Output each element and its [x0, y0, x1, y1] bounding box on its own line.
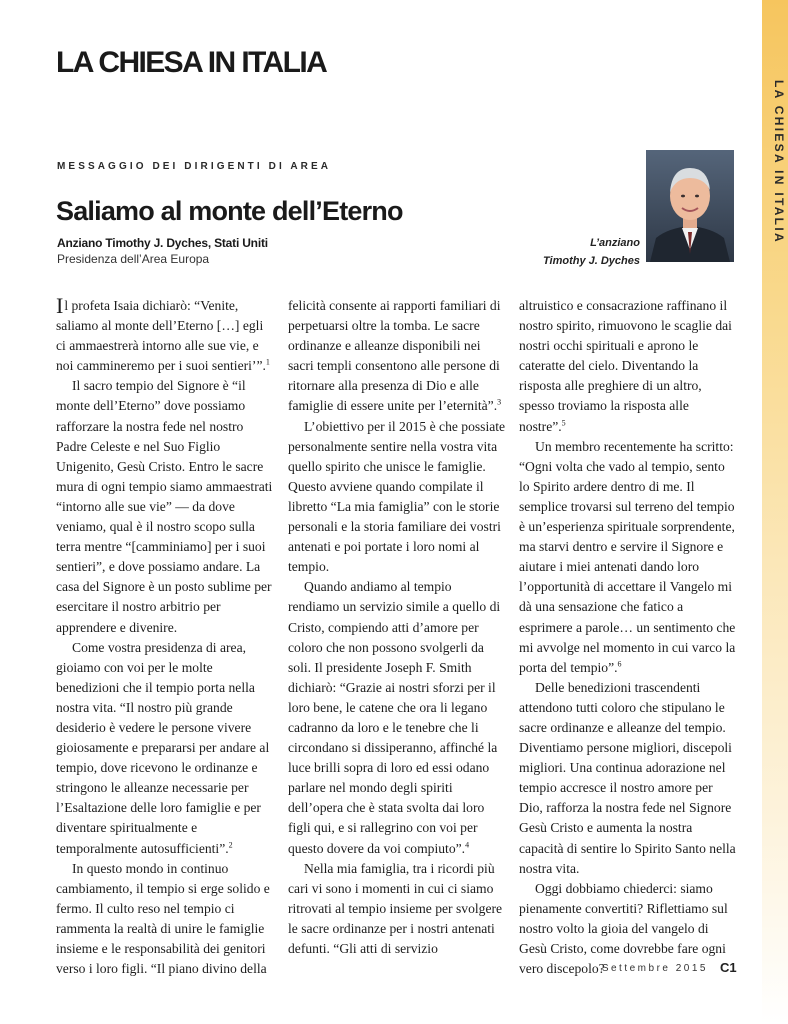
footnote-marker: 1 — [265, 357, 270, 367]
drop-cap: I — [56, 293, 64, 318]
article-kicker: MESSAGGIO DEI DIRIGENTI DI AREA — [57, 161, 332, 172]
footer-date: Settembre 2015 — [601, 963, 708, 974]
paragraph-text: Come vostra presidenza di area, gioiamo con voi per le molte benedizioni che il tempio porta nella nostra vita. “Il nostro più grande desiderio è vedere le persone vivere gioiosamente e prepararsi per andare al tempio, dove ricevono le ordinanze e stringono le alleanze necessarie per l’Esaltazione delle loro famiglie e per diventare spiritualmente e temporalmente autosufficienti”. — [56, 639, 270, 856]
author-name: Anziano Timothy J. Dyches, Stati Uniti — [57, 236, 268, 250]
photo-caption — [543, 234, 640, 270]
footnote-marker: 3 — [497, 397, 502, 407]
text-column-3 — [519, 296, 737, 979]
paragraph: In questo mondo in continuo cambiamento, il tempio si erge solido e fermo. Il culto reso nel tempio ci rammenta la realtà di unire le famiglie insieme e le responsabilità dei genitori verso i loro figli. “Il piano divino della — [56, 860, 270, 977]
paragraph: Nella mia famiglia, tra i ricordi più cari vi sono i momenti in cui ci siamo ritrovati al tempio insieme per svolgere le sacre ordinanze per i nostri antenati defunti. “Gli atti di servizio — [288, 860, 503, 956]
paragraph: Delle benedizioni trascendenti attendono tutti coloro che stipulano le sacre ordinanze e alleanze del tempio. Diventiamo persone migliori, discepoli migliori. Una continua adorazione nel tempio accresce il nostro amore per Dio, rafforza la nostra fede nel Signore Gesù Cristo e aumenta la nostra capacità di sentire lo Spirito Santo nella nostra vita. — [519, 679, 736, 876]
paragraph — [288, 296, 506, 417]
paragraph-text: altruistico e consacrazione raffinano il nostro spirito, rimuovono le scaglie dai nostri occhi spirituali e aprono le cateratte del cielo. Diventando la risposta alle preghiere di un altro, spesso troviamo la risposta alle nostre”. — [519, 298, 732, 434]
paragraph — [519, 296, 737, 437]
article-title: Saliamo al monte dell’Eterno — [56, 196, 403, 226]
paragraph: L’obiettivo per il 2015 è che possiate personalmente sentire nella vostra vita quello spirito che unisce le famiglie. Questo avviene quando compilate il libretto “La mia famiglia” con le storie personali e la storia familiare dei vostri antenati e poi portate i loro nomi al tempio. — [288, 418, 506, 575]
portrait-image — [646, 150, 734, 262]
footnote-marker: 2 — [228, 840, 233, 849]
paragraph-text: Un membro recentemente ha scritto: “Ogni volta che vado al tempio, sento lo Spirito ardere dentro di me. Il semplice trovarsi sul terreno del tempio è un’esperienza spirituale sorprendente, ma starvi dentro e servire il Signore e aiutare i miei antenati dando loro l’opportunità di accettare il Vangelo mi dà una sensazione che fatico a esprimere a parole… un sentimento che mi avvolge nel momento in cui varco la porta del tempio”. — [519, 438, 736, 675]
paragraph-text: felicità consente ai rapporti familiari di perpetuarsi oltre la tomba. Le sacre ordinanze e alleanze disponibili nei sacri templi consentono alle persone di ritornare alla presenza di Dio e alle famiglie di essere unite per l’eternità”. — [288, 298, 501, 414]
paragraph-text: l profeta Isaia dichiarò: “Venite, saliamo al monte dell’Eterno […] egli ci ammaestrerà intorno alle sue vie, e noi cammineremo per i suoi sentieri’”. — [56, 298, 266, 374]
paragraph — [56, 638, 274, 859]
paragraph-text: Quando andiamo al tempio rendiamo un servizio simile a quello di Cristo, compiendo atti d’amore per coloro che non possono svolgerli da soli. Il presidente Joseph F. Smith dichiarò: “Grazie ai nostri sforzi per il loro bene, le catene che ora li legano cadranno da loro e le tenebre che li circondano si dissiperanno, affinché la luce brilli sopra di loro ed essi odano parlare nel mondo degli spiriti dell’opera che è stata svolta dai loro figli qui, e si rallegrino con voi per questo dovere da voi compiuto”. — [288, 579, 501, 856]
section-header-title: LA CHIESA IN ITALIA — [56, 46, 327, 79]
caption-line-1: L’anziano — [590, 237, 640, 249]
paragraph: Il sacro tempio del Signore è “il monte dell’Eterno” dove possiamo rafforzare la nostra fede nel nostro Padre Celeste e nel Suo Figlio Unigenito, Gesù Cristo. Entro le sacre mura di ogni tempio siamo ammaestrati “intorno alle sue vie” — da dove veniamo, qual è il nostro scopo sulla terra mentre “[camminiamo] per i suoi sentieri”, e dove possiamo andare. La casa del Signore è un posto sublime per esercitare il nostro arbitrio per apprendere e divenire. — [56, 378, 273, 635]
caption-line-2: Timothy J. Dyches — [543, 255, 640, 267]
side-section-title: LA CHIESA IN ITALIA — [772, 80, 786, 244]
paragraph — [519, 437, 737, 678]
author-role: Presidenza dell’Area Europa — [57, 252, 210, 266]
author-portrait — [646, 150, 734, 262]
text-column-2 — [288, 296, 506, 959]
footnote-marker: 4 — [465, 840, 470, 849]
paragraph: Oggi dobbiamo chiederci: siamo pienamente convertiti? Riflettiamo sul nostro volto la gioia del vangelo di Gesù Cristo, come dovrebbe fare ogni vero discepolo? — [519, 880, 728, 977]
paragraph — [56, 293, 274, 376]
text-column-1 — [56, 293, 274, 979]
footnote-marker: 6 — [617, 659, 622, 669]
paragraph — [288, 577, 506, 858]
footnote-marker: 5 — [561, 418, 566, 428]
page-number: C1 — [720, 960, 737, 975]
